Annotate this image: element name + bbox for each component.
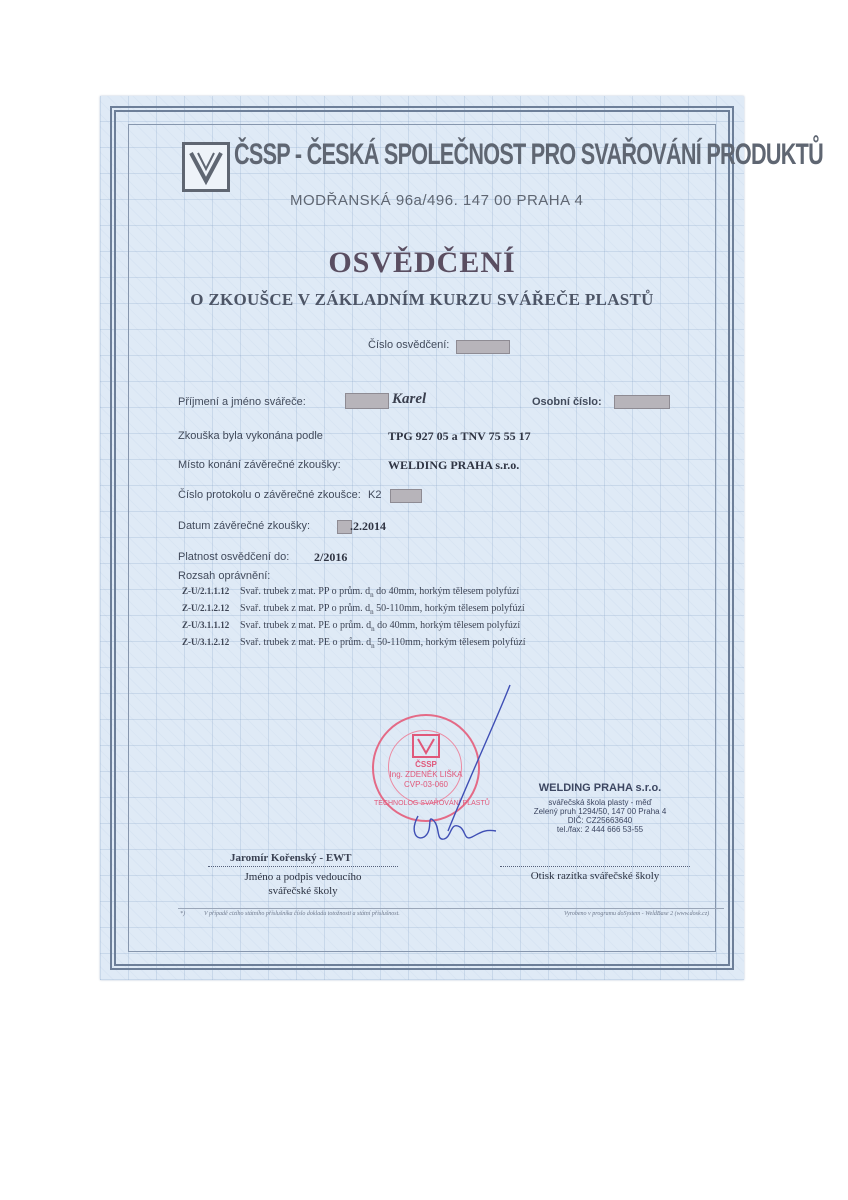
organization-address: MODŘANSKÁ 96a/496. 147 00 PRAHA 4 (290, 192, 584, 209)
school-line-3: DIČ: CZ25663640 (567, 816, 633, 825)
personal-number-redacted (614, 393, 670, 411)
exam-place-label: Místo konání závěrečné zkoušky: (178, 459, 341, 471)
handwritten-signature (400, 681, 520, 851)
footer-rule (178, 908, 724, 909)
welder-surname-redacted (345, 392, 389, 410)
footer-note: V případě cizího státního příslušníka číslo dokladu totožnosti a státní příslušnost. (204, 911, 400, 917)
head-signature-line (208, 866, 398, 867)
school-line-4: tel./fax: 2 444 666 53-55 (556, 825, 644, 834)
scope-item: Z-U/3.1.2.12 Svař. trubek z mat. PE o prům. $d_n$ 50-110mm, horkým tělesem polyfúzí (182, 637, 526, 650)
exam-protocol-prefix: K2 (368, 489, 382, 501)
scope-item: Z-U/2.1.2.12 Svař. trubek z mat. PP o prům. $d_n$ 50-110mm, horkým tělesem polyfúzí (182, 603, 525, 616)
school-stamp-block (510, 782, 690, 834)
personal-number-label: Osobní číslo: (532, 396, 602, 408)
certificate-number-redacted (456, 338, 510, 356)
school-line-2: Zelený pruh 1294/50, 147 00 Praha 4 (533, 807, 667, 816)
stamp-line-1: Ing. ZDENĚK LIŠKA (389, 770, 463, 779)
footer-software: Vyrobeno v programu doSystem - WeldBase 2 (www.dosk.cz) (564, 911, 710, 917)
school-line-1: svářečská škola plasty - měď (548, 798, 652, 807)
exam-protocol-redacted (390, 487, 422, 505)
scope-item: Z-U/3.1.1.12 Svař. trubek z mat. PE o prům. $d_n$ do 40mm, horkým tělesem polyfúzí (182, 620, 521, 633)
scope-list (182, 585, 526, 653)
stamp-caption: Otisk razítka svářečské školy (530, 870, 660, 882)
scope-label: Rozsah oprávnění: (178, 570, 271, 582)
school-name: WELDING PRAHA s.r.o. (538, 782, 662, 794)
stamp-line-2: CVP-03-060 (403, 780, 449, 789)
exam-place-value: WELDING PRAHA s.r.o. (388, 458, 520, 472)
organization-name: ČSSP - ČESKÁ SPOLEČNOST PRO SVAŘOVÁNÍ PRODUKTŮ (234, 138, 823, 171)
exam-standard-value: TPG 927 05 a TNV 75 55 17 (388, 429, 531, 443)
head-signature-caption: Jméno a podpis vedoucího svářečské školy (244, 871, 362, 897)
exam-date-value: .2.2014 (350, 519, 386, 533)
certificate-subtitle: O ZKOUŠCE V ZÁKLADNÍM KURZU SVÁŘEČE PLASTŮ (190, 290, 654, 309)
exam-date-label: Datum závěrečné zkoušky: (178, 520, 311, 532)
school-head-name: Jaromír Kořenský - EWT (230, 852, 352, 864)
stamp-top-text: ČSSP (415, 760, 437, 769)
validity-label: Platnost osvědčení do: (178, 551, 290, 563)
welder-name-label: Příjmení a jméno svářeče: (178, 396, 306, 408)
welder-first-name: Karel (392, 391, 427, 407)
certificate (100, 96, 823, 980)
exam-standard-label: Zkouška byla vykonána podle (178, 430, 323, 442)
footer-note-mark: *) (180, 911, 185, 917)
certificate-title: OSVĚDČENÍ (328, 246, 516, 279)
scope-item: Z-U/2.1.1.12 Svař. trubek z mat. PP o prům. $d_n$ do 40mm, horkým tělesem polyfúzí (182, 586, 520, 599)
cssp-logo-icon (182, 142, 230, 192)
certificate-number-label: Číslo osvědčení: (368, 339, 450, 351)
validity-value: 2/2016 (314, 550, 348, 564)
stamp-ring-text: TECHNOLOG SVAŘOVÁNÍ PLASTŮ (374, 800, 490, 807)
exam-protocol-label: Číslo protokolu o závěrečné zkoušce: (178, 489, 361, 501)
stamp-signature-line (500, 866, 690, 867)
